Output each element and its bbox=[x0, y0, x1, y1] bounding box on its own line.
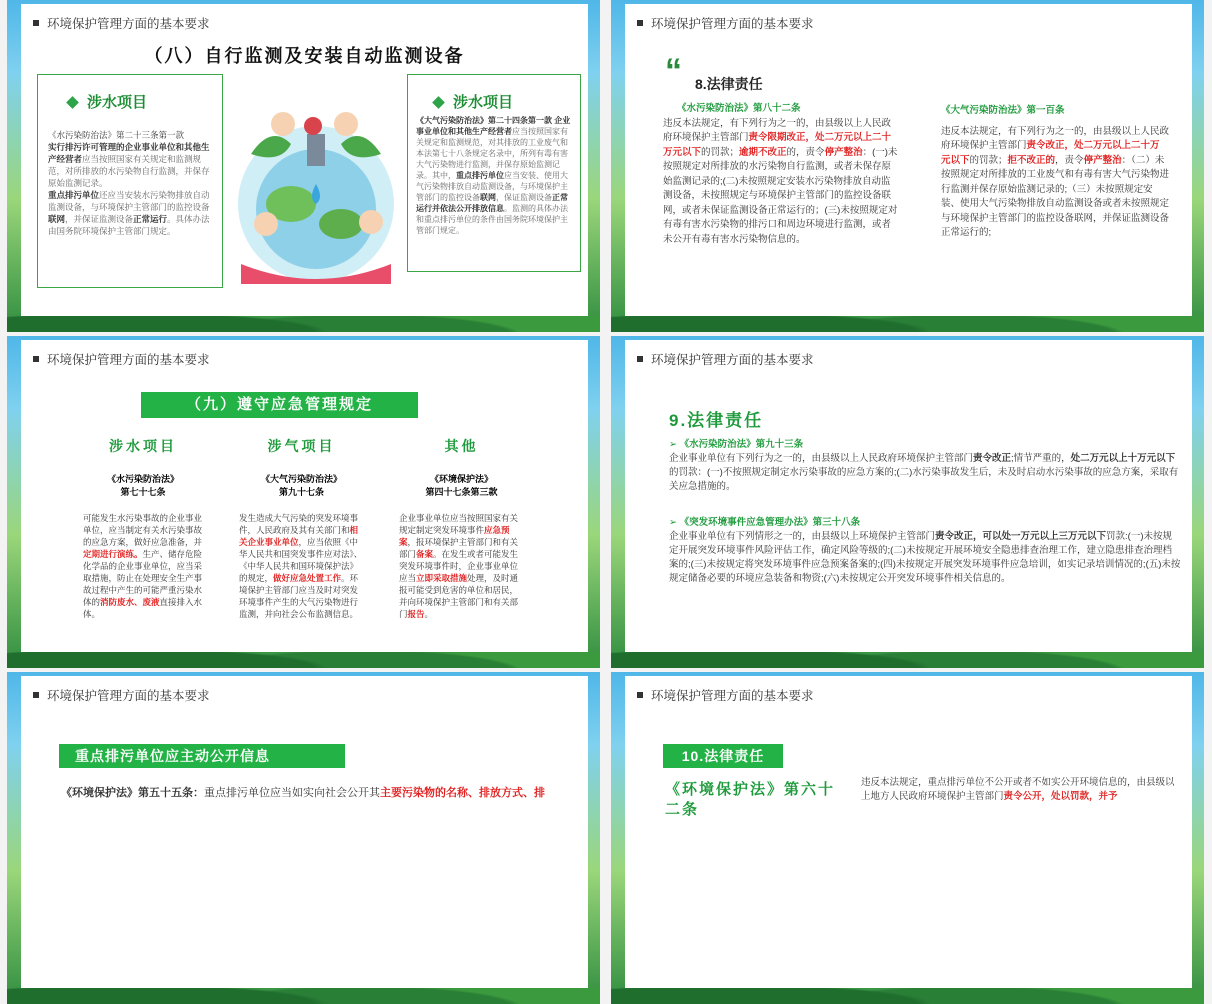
column-other: 其他 《环境保护法》 第四十七条第三款 企业事业单位应当按照国家有关规定制定突发环境事件应急预案，报环境保护主管部门和有关部门备案。在发生或者可能发生突发环境事件时，企业事业单位应当立即采取措施处理，及时通报可能受到危害的单位和居民，并向环境保护主管部门和有关部门报告。 bbox=[399, 438, 519, 619]
diamond-icon bbox=[432, 96, 445, 109]
quote-icon: “ bbox=[665, 52, 682, 90]
slide-6[interactable] bbox=[611, 672, 1204, 1004]
slide-3-content bbox=[21, 340, 588, 652]
card-text: 《水污染防治法》第二十三条第一款 实行排污许可管理的企业事业单位和其他生产经营者应当按照国家有关规定和监测规范，对所排放的水污染物自行监测，并保存原始监测记录。 重点排污单位还应当安装水污染物排放自动监测设备，与环境保护主管部门的监控设备联网，并保证监测设备正常运行。具体办法由国务院环境保护主管部门规定。 bbox=[48, 130, 210, 236]
section-heading: 9.法律责任 bbox=[669, 411, 764, 430]
left-card bbox=[37, 74, 223, 288]
section-banner: 重点排污单位应主动公开信息 bbox=[59, 744, 345, 768]
section-banner: 10.法律责任 bbox=[663, 744, 783, 768]
slide-title: （八）自行监测及安装自动监测设备 bbox=[144, 46, 465, 66]
diamond-icon bbox=[66, 96, 79, 109]
column-air: 涉气项目 《大气污染防治法》 第九十七条 发生造成大气污染的突发环境事件，人民政府及其有关部门和相关企业事业单位，应当依照《中华人民共和国突发事件应对法》、《中华人民共和国环境保护法》的规定，做好应急处置工作。环境保护主管部门应当及时对突发环境事件产生的大气污染物进行监测，并向社会公布监测信息。 bbox=[239, 438, 363, 619]
slide-header: 环境保护管理方面的基本要求 bbox=[637, 686, 814, 704]
law-title: 《环境保护法》第六十 二条 bbox=[665, 781, 836, 818]
card-title: 涉水项目 bbox=[453, 94, 514, 111]
law-text: 《环境保护法》第五十五条：重点排污单位应当如实向社会公开其主要污染物的名称、排放方式、排 bbox=[61, 787, 545, 799]
slide-header: 环境保护管理方面的基本要求 bbox=[33, 350, 210, 368]
slide-3[interactable] bbox=[7, 336, 600, 668]
environment-illustration bbox=[221, 94, 411, 294]
right-card bbox=[407, 74, 581, 272]
slide-header: 环境保护管理方面的基本要求 bbox=[33, 14, 210, 32]
arrow-icon: ➢ bbox=[669, 517, 680, 528]
slide-4-content bbox=[625, 340, 1192, 652]
law-text: 违反本法规定，重点排污单位不公开或者不如实公开环境信息的，由县级以上地方人民政府环境保护主管部门责令公开，处以罚款，并予 bbox=[861, 777, 1175, 802]
slide-1[interactable] bbox=[7, 0, 600, 332]
slide-2-content bbox=[625, 4, 1192, 316]
slide-6-content bbox=[625, 676, 1192, 988]
law-block-2: ➢ 《突发环境事件应急管理办法》第三十八条 企业事业单位有下列情形之一的，由县级以上环境保护主管部门责令改正，可以处一万元以上三万元以下罚款:(一)未按规定开展突发环境事件风险评估工作，确定风险等级的;(二)未按规定开展环境安全隐患排查治理工作，建立隐患排查治理档案的;(三)未按规定将突发环境事件应急预案备案的;(四)未按规定开展突发环境事件应急培训，如实记录培训情况的;(五)未按规定储备必要的环境应急装备和物资;(六)未按规定公开突发环境事件相关信息的。 bbox=[669, 517, 1181, 584]
slide-header: 环境保护管理方面的基本要求 bbox=[33, 686, 210, 704]
left-law-block: 《水污染防治法》第八十二条 违反本法规定，有下列行为之一的，由县级以上人民政府环境保护主管部门责令限期改正，处二万元以上二十万元以下的罚款；逾期不改正的，责令停产整治：(一)未按照规定对所排放的水污染物自行监测，或者未保存原始监测记录的;(二)未按照规定安装水污染物排放自动监测设备，未按照规定与环境保护主管部门的监控设备联网，或者未保证监测设备正常运行的；(三)未按照规定对有毒有害水污染物的排污口和周边环境进行监测，或者未公开有毒有害水污染物信息的。 bbox=[663, 103, 898, 245]
slide-4[interactable] bbox=[611, 336, 1204, 668]
card-title: 涉水项目 bbox=[87, 94, 148, 111]
section-banner: （九）遵守应急管理规定 bbox=[141, 392, 418, 418]
slide-2[interactable] bbox=[611, 0, 1204, 332]
slide-header: 环境保护管理方面的基本要求 bbox=[637, 350, 814, 368]
law-block-1: ➢ 《水污染防治法》第九十三条 企业事业单位有下列行为之一的，由县级以上人民政府环境保护主管部门责令改正;情节严重的，处二万元以上十万元以下的罚款：(一)不按照规定制定水污染事故的应急方案的;(二)水污染事故发生后，未及时启动水污染事故的应急方案，采取有关应急措施的。 bbox=[669, 439, 1179, 492]
slide-5[interactable] bbox=[7, 672, 600, 1004]
right-law-block: 《大气污染防治法》第一百条 违反本法规定，有下列行为之一的，由县级以上人民政府环境保护主管部门责令改正，处二万元以上二十万元以下的罚款；拒不改正的，责令停产整治：（二）未按照规定对所排放的工业废气和有毒有害大气污染物进行监测并保存原始监测记录的;（三）未按照规定安装、使用大气污染物排放自动监测设备或者未按照规定与环境保护主管部门的监控设备联网，并保证监测设备正常运行的; bbox=[941, 105, 1170, 238]
slide-5-content bbox=[21, 676, 588, 988]
section-heading: 8.法律责任 bbox=[695, 76, 763, 92]
column-water: 涉水项目 《水污染防治法》 第七十七条 可能发生水污染事故的企业事业单位，应当制定有关水污染事故的应急方案，做好应急准备，并定期进行演练。生产、储存危险化学品的企业事业单位，应当采取措施，防止在处理安全生产事故过程中产生的可能严重污染水体的消防废水、废液直接排入水体。 bbox=[83, 438, 203, 619]
slide-1-content bbox=[21, 4, 588, 316]
arrow-icon: ➢ bbox=[669, 439, 680, 450]
slide-header: 环境保护管理方面的基本要求 bbox=[637, 14, 814, 32]
card-text: 《大气污染防治法》第二十四条第一款 企业事业单位和其他生产经营者应当按照国家有关规定和监测规范，对其排放的工业废气和本法第七十八条规定名录中，所列有毒有害大气污染物进行监测，并保存原始监测记录。其中，重点排污单位应当安装、使用大气污染物排放自动监测设备，与环境保护主管部门的监控设备联网，保证监测设备正常运行并依法公开排放信息。监测的具体办法和重点排污单位的条件由国务院环境保护主管部门规定。 bbox=[416, 116, 571, 235]
